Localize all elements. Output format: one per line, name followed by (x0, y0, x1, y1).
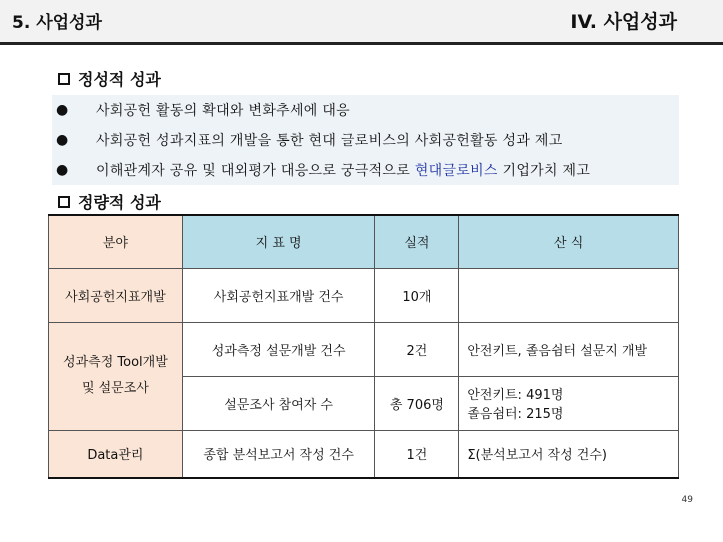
category-cell: 성과측정 Tool개발 및 설문조사 (49, 322, 183, 430)
indicator-cell: 종합 분석보고서 작성 건수 (182, 430, 375, 478)
bullet-text-before: 이해관계자 공유 및 대외평가 대응으로 궁극적으로 (96, 163, 415, 179)
table-row (49, 430, 679, 478)
section-title-right: IV. 사업성과 (570, 11, 677, 33)
header-formula: 산 식 (459, 215, 679, 268)
qualitative-title: 정성적 성과 (78, 70, 161, 89)
bullet-dot-icon: ● (56, 102, 69, 118)
result-cell: 1건 (375, 430, 459, 478)
category-cell: Data관리 (49, 430, 183, 478)
company-name-highlight: 현대글로비스 (414, 163, 498, 179)
bullet-item (52, 155, 679, 185)
header-category: 분야 (49, 215, 183, 268)
page-number: 49 (681, 495, 693, 505)
table-row (49, 268, 679, 322)
result-cell: 2건 (375, 322, 459, 376)
quantitative-title: 정량적 성과 (78, 193, 161, 212)
bullet-item (52, 95, 679, 125)
bullet-dot-icon: ● (56, 132, 69, 148)
qualitative-heading (58, 67, 161, 90)
bullet-text (96, 160, 590, 180)
checkbox-icon (58, 73, 70, 85)
indicator-cell: 사회공헌지표개발 건수 (182, 268, 375, 322)
formula-line: 안전키트: 491명 (467, 388, 564, 403)
qualitative-bullet-list (52, 95, 679, 185)
formula-line: 졸음쉼터: 215명 (467, 407, 564, 422)
bullet-dot-icon: ● (56, 162, 69, 178)
formula-cell: Σ(분석보고서 작성 건수) (459, 430, 679, 478)
slide-header (0, 0, 723, 45)
result-cell: 10개 (375, 268, 459, 322)
table-header-row (49, 215, 679, 268)
header-indicator: 지 표 명 (182, 215, 375, 268)
table-row (49, 322, 679, 376)
category-cell: 사회공헌지표개발 (49, 268, 183, 322)
bullet-item (52, 125, 679, 155)
indicator-cell: 성과측정 설문개발 건수 (182, 322, 375, 376)
result-cell: 총 706명 (375, 376, 459, 430)
formula-cell (459, 376, 679, 430)
header-result: 실적 (375, 215, 459, 268)
performance-table (48, 214, 679, 479)
bullet-text: 사회공헌 활동의 확대와 변화추세에 대응 (96, 103, 351, 119)
formula-cell: 안전키트, 졸음쉼터 설문지 개발 (459, 322, 679, 376)
indicator-cell: 설문조사 참여자 수 (182, 376, 375, 430)
bullet-text-after: 기업가치 제고 (497, 163, 591, 179)
formula-cell (459, 268, 679, 322)
quantitative-heading (58, 190, 161, 213)
bullet-text: 사회공헌 성과지표의 개발을 통한 현대 글로비스의 사회공헌활동 성과 제고 (96, 133, 563, 149)
checkbox-icon (58, 196, 70, 208)
section-title-left: 5. 사업성과 (12, 13, 102, 33)
